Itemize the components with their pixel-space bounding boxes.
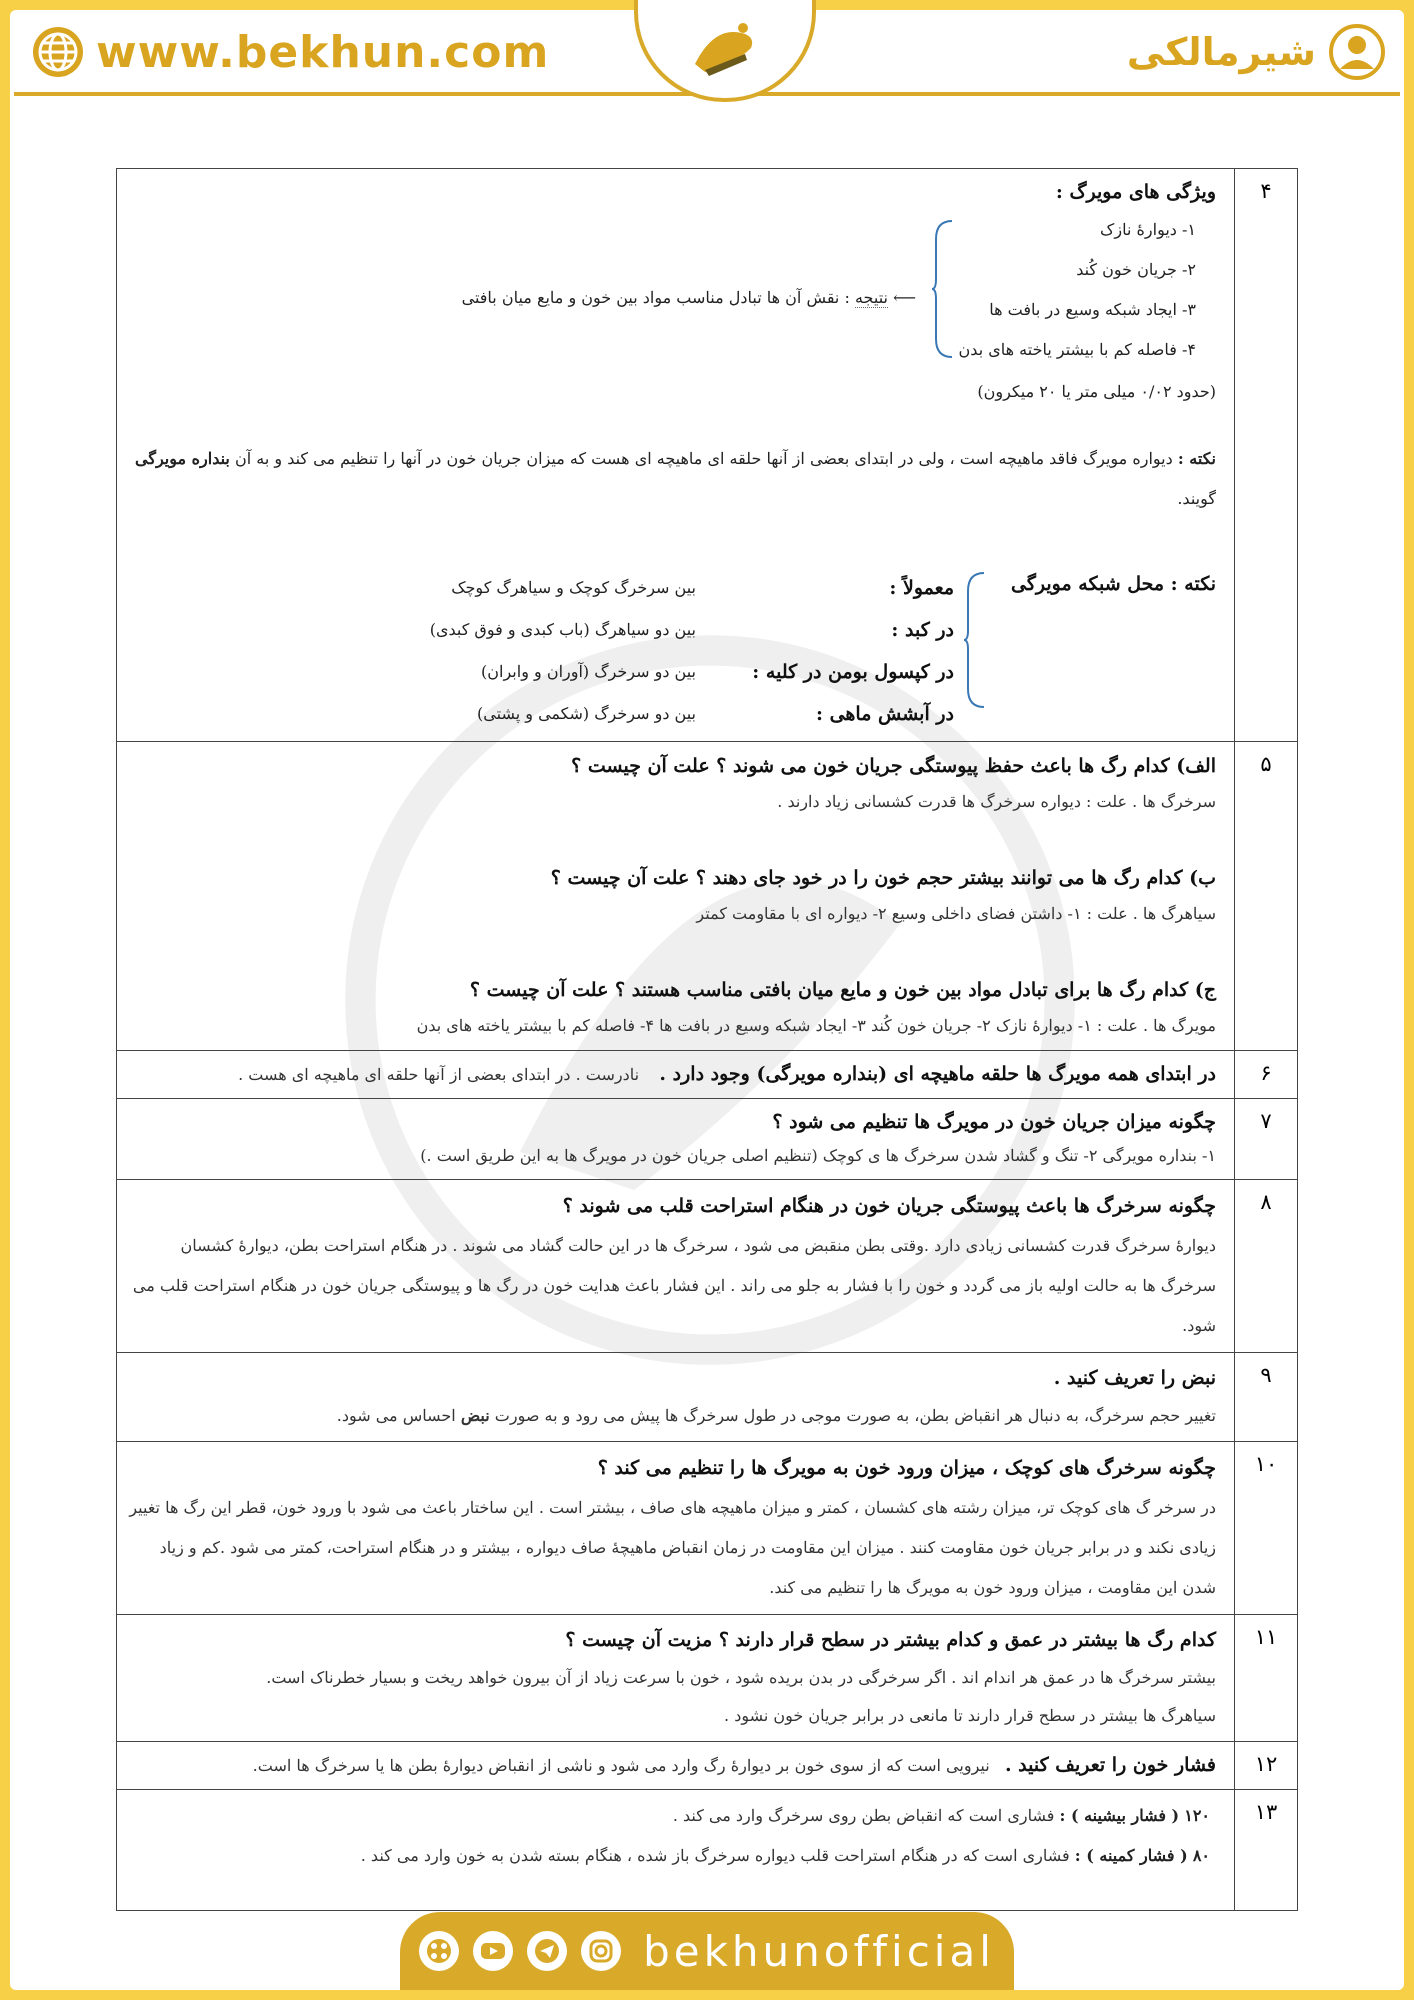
location-value: بین دو سرخرگ (شکمی و پشتی) xyxy=(477,704,696,723)
feature-item: ۲- جریان خون کُند xyxy=(1076,260,1196,279)
globe-icon xyxy=(30,24,86,80)
row-number: ۱۱ xyxy=(1235,1615,1298,1742)
answer: نادرست . در ابتدای بعضی از آنها حلقه ای ماهیچه ای هست . xyxy=(238,1065,640,1084)
questions-table xyxy=(116,168,1298,1911)
table-row xyxy=(117,1051,1298,1099)
question-title: ویژگی های مویرگ : xyxy=(1055,181,1216,203)
row-content xyxy=(117,169,1235,742)
row-content xyxy=(117,1615,1235,1742)
row-content xyxy=(117,1742,1235,1790)
result-text: : نقش آن ها تبادل مناسب مواد بین خون و مایع میان بافتی xyxy=(461,288,850,307)
row-number: ۷ xyxy=(1235,1099,1298,1180)
answer: سرخرگ ها . علت : دیواره سرخرگ ها قدرت کشسانی زیاد دارند . xyxy=(777,792,1216,811)
note-text: دیواره مویرگ فاقد ماهیچه است ، ولی در ابتدای بعضی از آنها حلقه ای ماهیچه ای هست که میزان جریان خون در آنها را تنظیم می کند و به xyxy=(256,449,1173,468)
table-row xyxy=(117,1180,1298,1353)
table-row xyxy=(117,742,1298,1051)
row-content xyxy=(117,1442,1235,1615)
question: الف) کدام رگ ها باعث حفظ پیوستگی جریان خون می شوند ؟ علت آن چیست ؟ xyxy=(571,755,1216,777)
pressure-value: ۱۲۰ xyxy=(1184,1806,1210,1825)
brace-icon xyxy=(964,571,986,709)
feature-item: ۱- دیوارۀ نازک xyxy=(1100,220,1196,239)
question: ب) کدام رگ ها می توانند بیشتر حجم خون را در خود جای دهند ؟ علت آن چیست ؟ xyxy=(550,867,1216,889)
note-bold-term: بنداره مویرگی xyxy=(135,449,230,468)
row-number: ۸ xyxy=(1235,1180,1298,1353)
website-url: www.bekhun.com xyxy=(96,26,550,78)
row-number: ۴ xyxy=(1235,169,1298,742)
bekhun-logo-icon xyxy=(685,14,765,84)
answer: بیشتر سرخرگ ها در عمق هر اندام اند . اگر سرخرگی در بدن بریده شود ، خون با سرعت زیاد از آن بیرون خواهد ریخت و بسیار خطرناک است. xyxy=(266,1668,1216,1687)
question: کدام رگ ها بیشتر در عمق و کدام بیشتر در سطح قرار دارند ؟ مزیت آن چیست ؟ xyxy=(565,1629,1216,1651)
location-label: در کپسول بومن در کلیه : xyxy=(752,661,954,683)
answer: در سرخر گ های کوچک تر، میزان رشته های کشسان ، کمتر و میزان ماهیچه های صاف ، بیشتر است . این ساختار باعث می شود با ورود خون، قطر این رگ ها تغییر زیادی نکند و در برابر جریان خون مقاومت کنند . میزان این مقاومت در زمان انقباض ماهیچۀ صاف دیواره ، بیشتر و در هنگام استراحت، کمتر می شود .کم و زیاد شدن این مقاومت ، میزان ورود خون به مویرگ ها را تنظیم می کند. xyxy=(129,1498,1216,1597)
telegram-icon[interactable] xyxy=(527,1931,567,1971)
approx-note: (حدود ۰/۰۲ میلی متر یا ۲۰ میکرون) xyxy=(977,382,1216,401)
answer-end: احساس می شود. xyxy=(336,1406,456,1425)
question: ج) کدام رگ ها برای تبادل مواد بین خون و مایع میان بافتی مناسب هستند ؟ علت آن چیست ؟ xyxy=(469,979,1216,1001)
result-label: نتیجه xyxy=(854,288,888,307)
location-value: بین سرخرگ کوچک و سیاهرگ کوچک xyxy=(451,578,696,597)
row-number: ۶ xyxy=(1235,1051,1298,1099)
pressure-line xyxy=(129,1836,1216,1876)
pressure-text: فشاری است که در هنگام استراحت قلب دیواره سرخرگ باز شده ، هنگام بسته شدن به خون وارد می کند . xyxy=(360,1846,1070,1865)
table-row xyxy=(117,1099,1298,1180)
answer: سیاهرگ ها بیشتر در سطح قرار دارند تا مانعی در برابر جریان خون نشود . xyxy=(724,1706,1216,1725)
answer: ۱- بنداره مویرگی ۲- تنگ و گشاد شدن سرخرگ ها ی کوچک (تنظیم اصلی جریان خون در مویرگ ها به این طریق است .) xyxy=(420,1146,1216,1165)
answer: نیرویی است که از سوی خون بر دیوارۀ رگ وارد می شود و ناشی از انقباض دیوارۀ بطن ها یا سرخرگ ها است. xyxy=(252,1756,990,1775)
answer-text: تغییر حجم سرخرگ، به دنبال هر انقباض بطن، به صورت موجی در طول سرخرگ ها پیش می رود و به صورت xyxy=(494,1406,1216,1425)
user-icon xyxy=(1328,23,1386,81)
pressure-value: ۸۰ xyxy=(1192,1846,1210,1865)
row-number: ۹ xyxy=(1235,1353,1298,1442)
row-number: ۵ xyxy=(1235,742,1298,1051)
table-row xyxy=(117,1442,1298,1615)
answer xyxy=(129,1397,1216,1435)
table-row xyxy=(117,1615,1298,1742)
question: چگونه میزان جریان خون در مویرگ ها تنظیم می شود ؟ xyxy=(772,1111,1216,1133)
result-line xyxy=(462,281,916,315)
website-link[interactable] xyxy=(30,24,549,80)
social-footer xyxy=(400,1912,1014,1990)
brace-icon xyxy=(932,219,954,359)
arrow-left-icon: ⟵ xyxy=(893,288,916,307)
answer-bold-term: نبض xyxy=(460,1406,490,1425)
row-number: ۱۳ xyxy=(1235,1790,1298,1911)
row-content xyxy=(117,1180,1235,1353)
table-row xyxy=(117,1353,1298,1442)
aparat-icon[interactable] xyxy=(419,1931,459,1971)
answer: مویرگ ها . علت : ۱- دیوارۀ نازک ۲- جریان خون کُند ۳- ایجاد شبکه وسیع در بافت ها ۴- فاصله کم با بیشتر یاخته های بدن xyxy=(416,1016,1216,1035)
question: نبض را تعریف کنید . xyxy=(1053,1367,1216,1389)
youtube-icon[interactable] xyxy=(473,1931,513,1971)
table-row xyxy=(117,1742,1298,1790)
social-handle[interactable]: bekhunofficial xyxy=(643,1926,995,1976)
location-label: در آبشش ماهی : xyxy=(815,703,954,725)
answer: دیوارۀ سرخرگ قدرت کشسانی زیادی دارد .وقتی بطن منقبض می شود ، سرخرگ ها در این حالت گشاد می شوند . در هنگام استراحت بطن، دیوارۀ کشسان سرخرگ ها به حالت اولیه باز می گردد و خون را با فشار به جلو می راند . این فشار باعث هدایت خون در رگ ها و پیوستگی جریان خون در هنگام استراحت قلب می شود. xyxy=(132,1236,1216,1335)
author-name: شیرمالکی xyxy=(1126,30,1316,74)
pressure-label: ( فشار کمینه ) : xyxy=(1074,1846,1188,1865)
pressure-text: فشاری است که انقباض بطن روی سرخرگ وارد می کند . xyxy=(672,1806,1055,1825)
location-label: در کبد : xyxy=(891,619,954,641)
logo-badge xyxy=(634,0,816,102)
table-row xyxy=(117,169,1298,742)
pressure-line xyxy=(129,1796,1216,1836)
row-content xyxy=(117,1790,1235,1911)
author-badge xyxy=(1127,24,1386,80)
instagram-icon[interactable] xyxy=(581,1931,621,1971)
question: چگونه سرخرگ ها باعث پیوستگی جریان خون در هنگام استراحت قلب می شوند ؟ xyxy=(562,1195,1216,1217)
note-one xyxy=(116,439,1216,519)
pressure-label: ( فشار بیشینه ) : xyxy=(1059,1806,1180,1825)
location-value: بین دو سیاهرگ (باب کبدی و فوق کبدی) xyxy=(429,620,696,639)
feature-item: ۴- فاصله کم با بیشتر یاخته های بدن xyxy=(958,340,1196,359)
note-two-label: نکته : محل شبکه مویرگی xyxy=(1011,573,1216,595)
note-end: گویند. xyxy=(1177,489,1216,508)
question: چگونه سرخرگ های کوچک ، میزان ورود خون به مویرگ ها را تنظیم می کند ؟ xyxy=(597,1457,1216,1479)
question: در ابتدای همه مویرگ ها حلقه ماهیچه ای (بنداره مویرگی) وجود دارد . xyxy=(659,1063,1216,1085)
row-content xyxy=(117,1051,1235,1099)
question: فشار خون را تعریف کنید . xyxy=(1004,1754,1216,1776)
location-value: بین دو سرخرگ (آوران و وابران) xyxy=(481,662,696,681)
table-row xyxy=(117,1790,1298,1911)
row-number: ۱۰ xyxy=(1235,1442,1298,1615)
note-label: نکته : xyxy=(1177,449,1216,468)
row-content xyxy=(117,742,1235,1051)
answer: سیاهرگ ها . علت : ۱- داشتن فضای داخلی وسیع ۲- دیواره ای با مقاومت کمتر xyxy=(696,904,1216,923)
feature-item: ۳- ایجاد شبکه وسیع در بافت ها xyxy=(989,300,1196,319)
row-content xyxy=(117,1353,1235,1442)
note-text-cont: آن xyxy=(234,449,252,468)
location-label: معمولاً : xyxy=(889,577,954,599)
row-number: ۱۲ xyxy=(1235,1742,1298,1790)
row-content xyxy=(117,1099,1235,1180)
page-header xyxy=(14,14,1400,96)
